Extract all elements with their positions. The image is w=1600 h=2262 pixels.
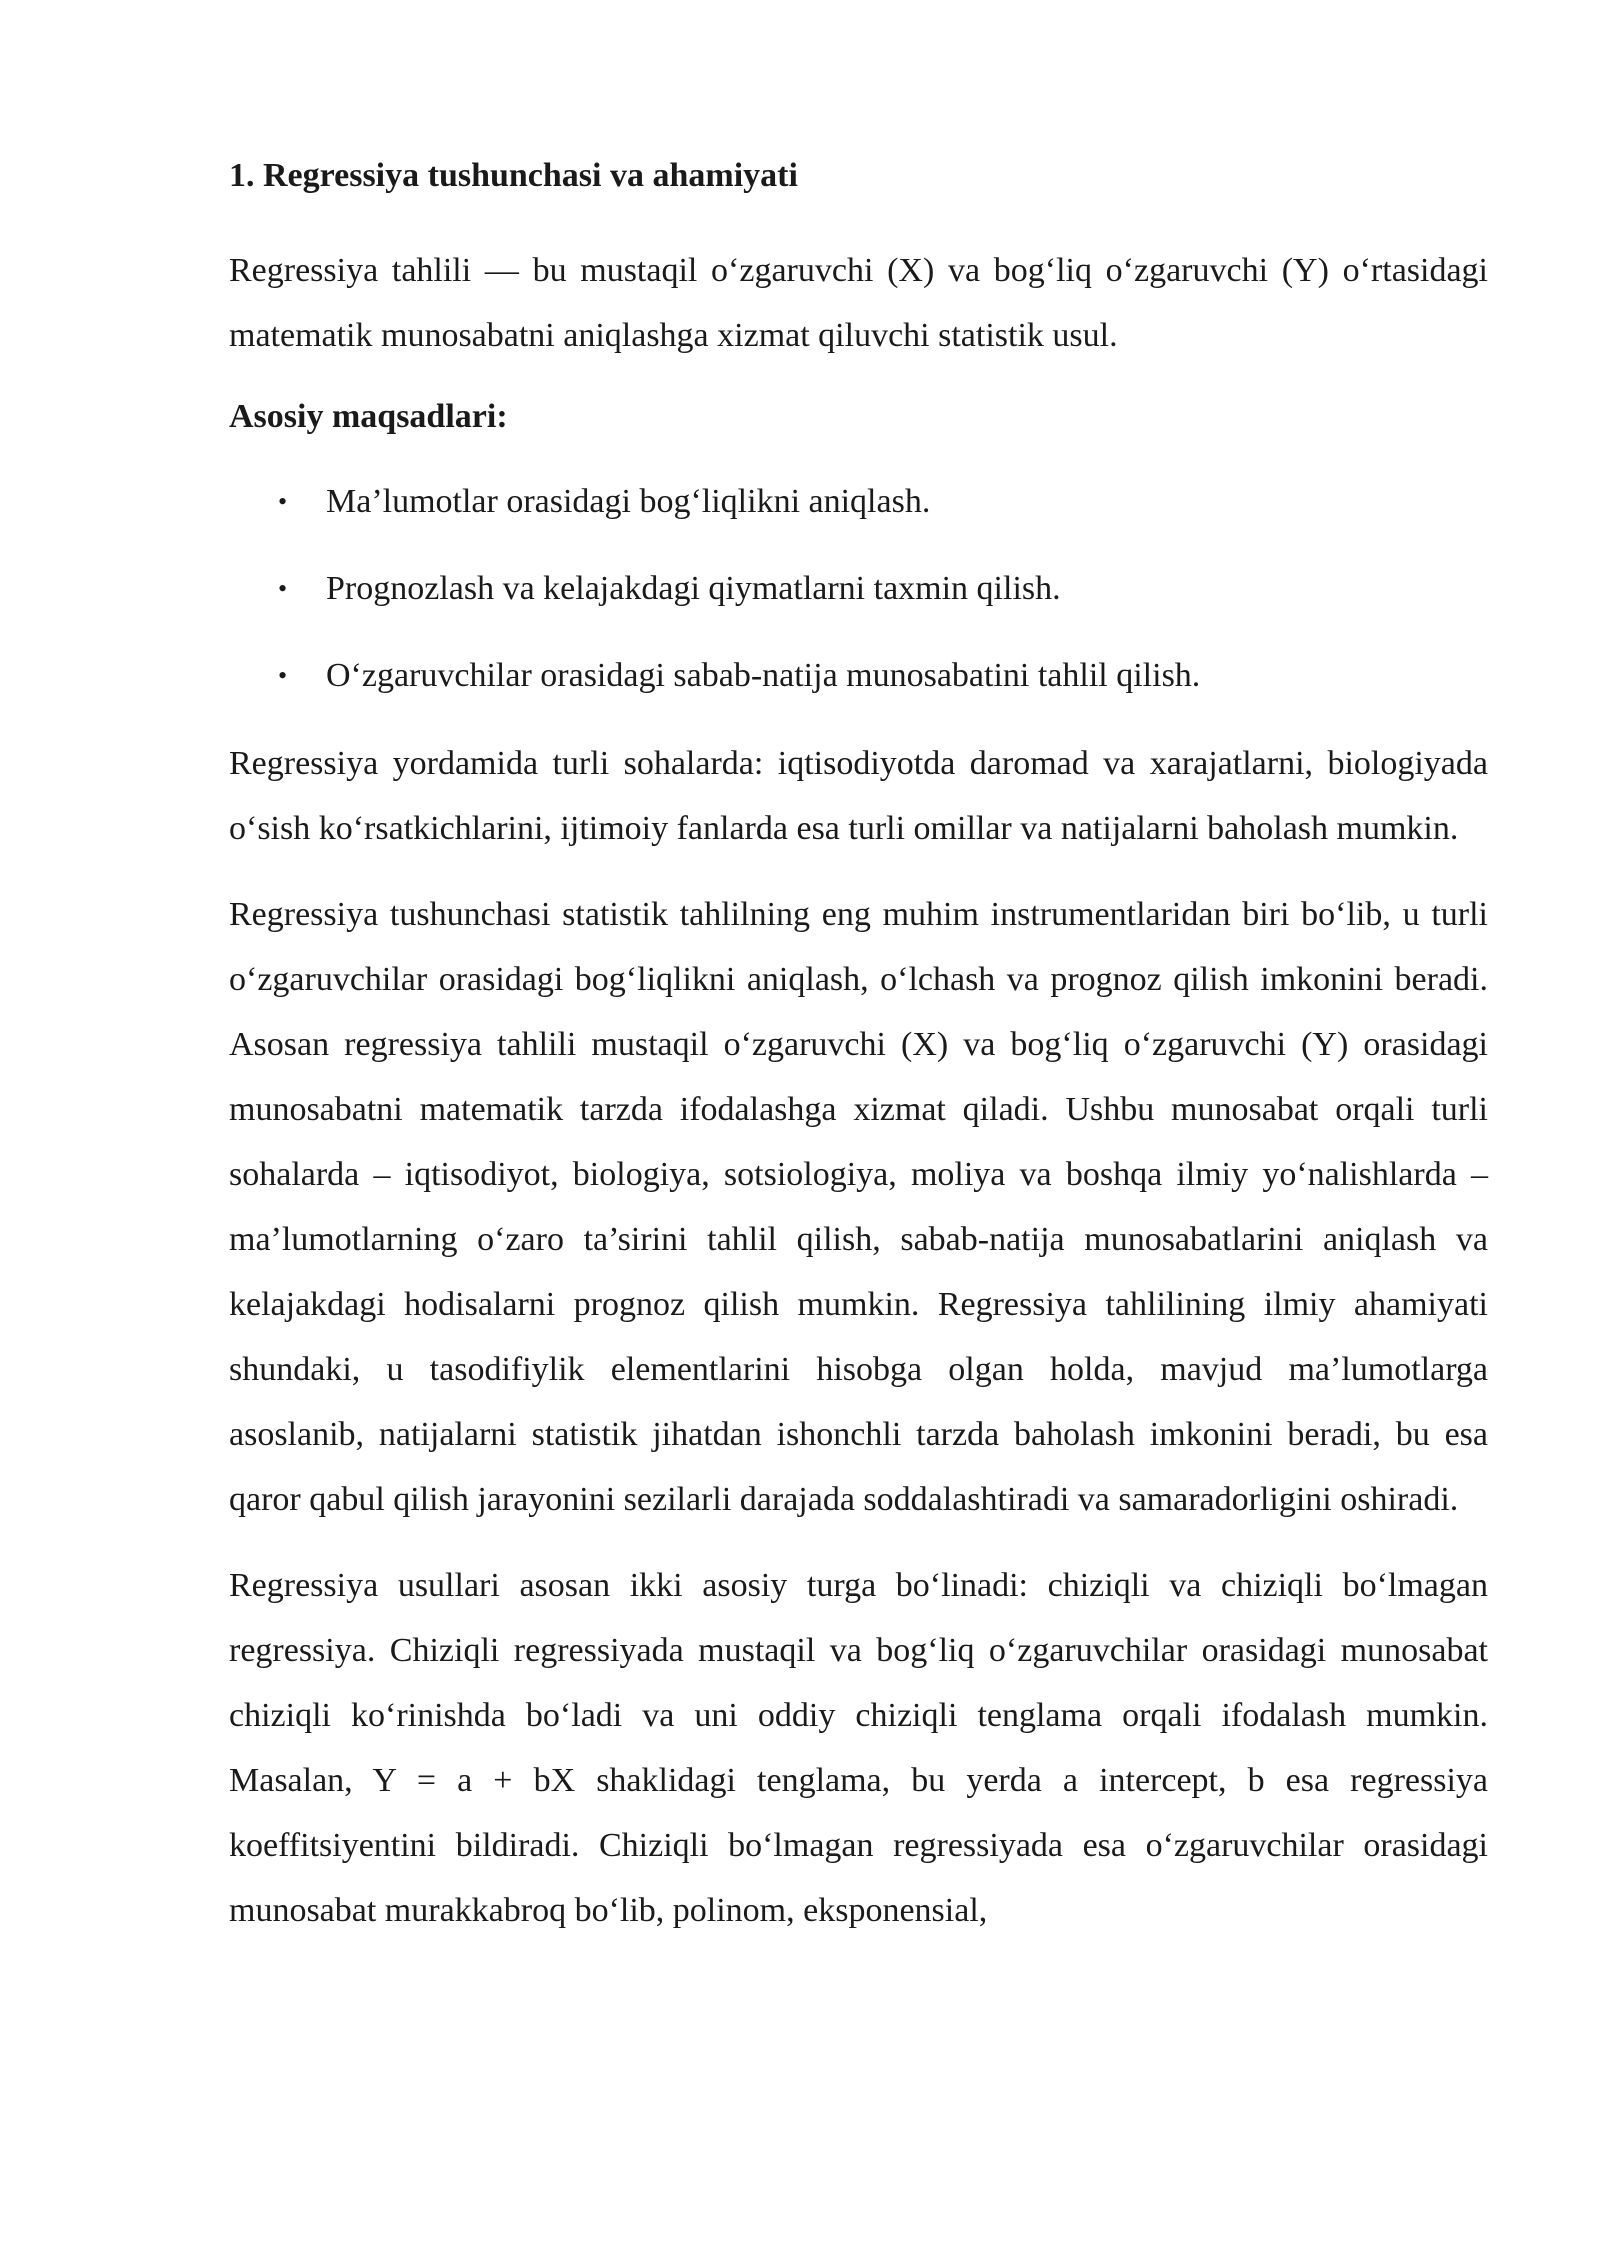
bullet-icon: •: [278, 487, 288, 516]
intro-paragraph: Regressiya tahlili — bu mustaqil o‘zgaruvchi (X) va bog‘liq o‘zgaruvchi (Y) o‘rtasidagi matematik munosabatni aniqlashga xizmat qiluvchi statistik usul.: [229, 252, 1488, 354]
bullet-icon: •: [278, 574, 288, 603]
goals-list: [229, 470, 1488, 708]
bullet-icon: •: [278, 661, 288, 690]
applications-paragraph: Regressiya yordamida turli sohalarda: iqtisodiyotda daromad va xarajatlarni, biologiyada o‘sish ko‘rsatkichlarini, ijtimoiy fanlarda esa turli omillar va natijalarni baholash mumkin.: [229, 745, 1488, 847]
list-item-text: O‘zgaruvchilar orasidagi sabab-natija munosabatini tahlil qilish.: [326, 657, 1201, 694]
list-item: [229, 557, 1488, 621]
importance-paragraph: Regressiya tushunchasi statistik tahlilning eng muhim instrumentlaridan biri bo‘lib, u turli o‘zgaruvchilar orasidagi bog‘liqlikni aniqlash, o‘lchash va prognoz qilish imkonini beradi. Asosan regressiya tahlili mustaqil o‘zgaruvchi (X) va bog‘liq o‘zgaruvchi (Y) orasidagi munosabatni matematik tarzda ifodalashga xizmat qiladi. Ushbu munosabat orqali turli sohalarda – iqtisodiyot, biologiya, sotsiologiya, moliya va boshqa ilmiy yo‘nalishlarda – ma’lumotlarning o‘zaro ta’sirini tahlil qilish, sabab-natija munosabatlarini aniqlash va kelajakdagi hodisalarni prognoz qilish mumkin. Regressiya tahlilining ilmiy ahamiyati shundaki, u tasodifiylik elementlarini hisobga olgan holda, mavjud ma’lumotlarga asoslanib, natijalarni statistik jihatdan ishonchli tarzda baholash imkonini beradi, bu esa qaror qabul qilish jarayonini sezilarli darajada soddalashtiradi va samaradorligini oshiradi.: [229, 896, 1488, 1518]
document-body: [229, 150, 1488, 1964]
section-heading: 1. Regressiya tushunchasi va ahamiyati: [229, 157, 798, 194]
list-item: [229, 644, 1488, 708]
goals-subheading: Asosiy maqsadlari:: [229, 398, 508, 435]
list-item-text: Prognozlash va kelajakdagi qiymatlarni taxmin qilish.: [326, 570, 1061, 607]
types-paragraph: Regressiya usullari asosan ikki asosiy turga bo‘linadi: chiziqli va chiziqli bo‘lmagan regressiya. Chiziqli regressiyada mustaqil va bog‘liq o‘zgaruvchilar orasidagi munosabat chiziqli ko‘rinishda bo‘ladi va uni oddiy chiziqli tenglama orqali ifodalash mumkin. Masalan, Y = a + bX shaklidagi tenglama, bu yerda a intercept, b esa regressiya koeffitsiyentini bildiradi. Chiziqli bo‘lmagan regressiyada esa o‘zgaruvchilar orasidagi munosabat murakkabroq bo‘lib, polinom, eksponensial,: [229, 1567, 1488, 1929]
list-item-text: Ma’lumotlar orasidagi bog‘liqlikni aniqlash.: [326, 483, 931, 520]
list-item: [229, 470, 1488, 534]
